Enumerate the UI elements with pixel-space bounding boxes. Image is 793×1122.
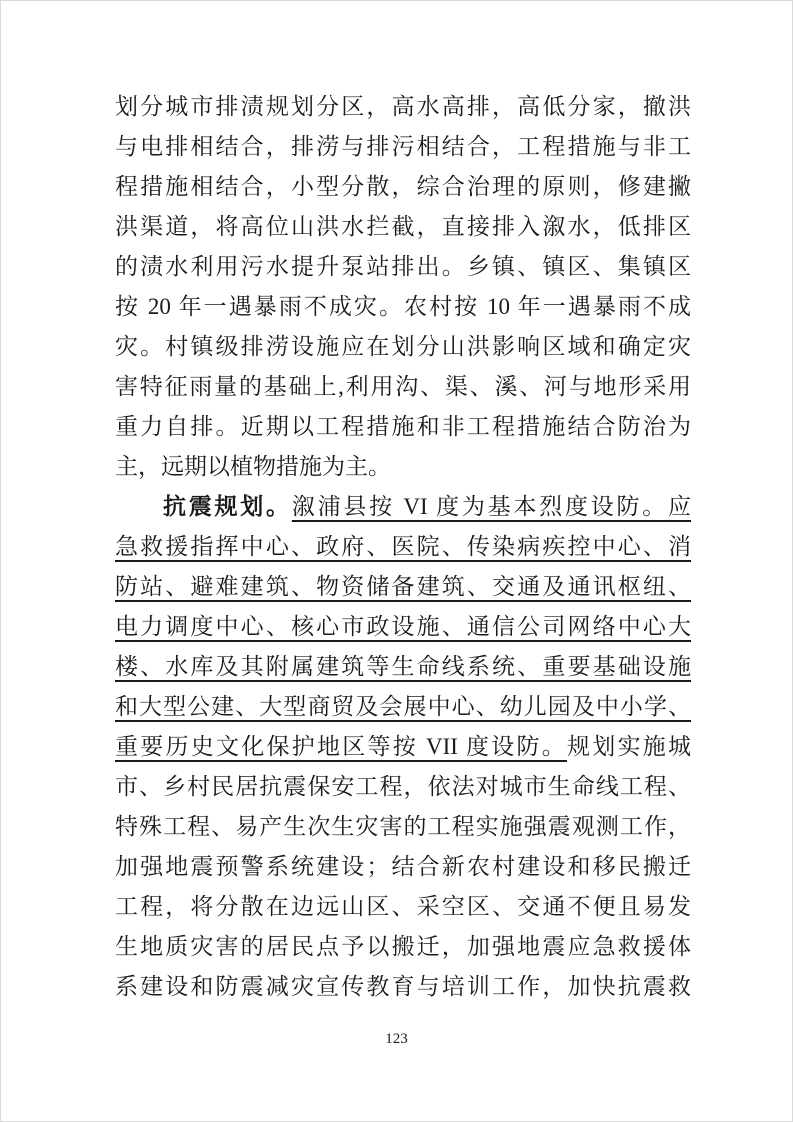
text-line <box>115 887 691 927</box>
body-text: 程措施相结合，小型分散，综合治理的原则，修建撇 <box>115 174 691 199</box>
text-line <box>115 647 691 687</box>
body-text: 洪渠道，将高位山洪水拦截，直接排入溆水，低排区 <box>115 214 691 239</box>
body-text: 工程，将分散在边远山区、采空区、交通不便且易发 <box>115 894 691 919</box>
text-line <box>115 807 691 847</box>
body-text: 主，远期以植物措施为主。 <box>115 454 391 479</box>
underlined-text: 重要历史文化保护地区等按 VII 度设防。 <box>115 734 567 759</box>
body-text: 加强地震预警系统建设；结合新农村建设和移民搬迁 <box>115 854 691 879</box>
body-text: 划分城市排渍规划分区，高水高排，高低分家，撤洪 <box>115 94 691 119</box>
underlined-text: 和大型公建、大型商贸及会展中心、幼儿园及中小学、 <box>115 694 691 719</box>
body-text: 生地质灾害的居民点予以搬迁，加强地震应急救援体 <box>115 934 691 959</box>
text-line <box>115 327 691 367</box>
text-block <box>115 87 691 1007</box>
text-line <box>115 87 691 127</box>
underlined-text: 电力调度中心、核心市政设施、通信公司网络中心大 <box>115 614 691 639</box>
page-number: 123 <box>385 1031 408 1047</box>
text-line <box>115 247 691 287</box>
text-line <box>115 767 691 807</box>
body-text: 市、乡村民居抗震保安工程，依法对城市生命线工程、 <box>115 774 691 799</box>
text-line <box>115 407 691 447</box>
body-text: 与电排相结合，排涝与排污相结合，工程措施与非工 <box>115 134 691 159</box>
drainage-planning-paragraph <box>115 87 691 487</box>
underlined-text: 溆浦县按 VI 度为基本烈度设防。应 <box>291 494 691 519</box>
text-line <box>115 447 691 487</box>
body-text: 重力自排。近期以工程措施和非工程措施结合防治为 <box>115 414 691 439</box>
body-text: 规划实施城 <box>566 734 691 759</box>
text-line <box>115 487 691 527</box>
text-line <box>115 967 691 1007</box>
section-heading: 抗震规划。 <box>163 494 292 519</box>
text-line <box>115 527 691 567</box>
text-line <box>115 367 691 407</box>
body-text: 按 20 年一遇暴雨不成灾。农村按 10 年一遇暴雨不成 <box>115 294 691 319</box>
text-line <box>115 207 691 247</box>
text-line <box>115 687 691 727</box>
body-text: 害特征雨量的基础上,利用沟、渠、溪、河与地形采用 <box>115 374 691 399</box>
page-footer <box>1 1029 792 1049</box>
body-text: 特殊工程、易产生次生灾害的工程实施强震观测工作， <box>115 814 691 839</box>
underlined-text: 楼、水库及其附属建筑等生命线系统、重要基础设施 <box>115 654 691 679</box>
text-line <box>115 727 691 767</box>
text-line <box>115 567 691 607</box>
text-line <box>115 927 691 967</box>
body-text: 的渍水利用污水提升泵站排出。乡镇、镇区、集镇区 <box>115 254 691 279</box>
seismic-planning-paragraph <box>115 487 691 1007</box>
text-line <box>115 287 691 327</box>
text-line <box>115 167 691 207</box>
text-line <box>115 607 691 647</box>
underlined-text: 防站、避难建筑、物资储备建筑、交通及通讯枢纽、 <box>115 574 691 599</box>
text-line <box>115 127 691 167</box>
text-line <box>115 847 691 887</box>
body-text: 灾。村镇级排涝设施应在划分山洪影响区域和确定灾 <box>115 334 691 359</box>
underlined-text: 急救援指挥中心、政府、医院、传染病疾控中心、消 <box>115 534 691 559</box>
body-text: 系建设和防震减灾宣传教育与培训工作，加快抗震救 <box>115 974 691 999</box>
